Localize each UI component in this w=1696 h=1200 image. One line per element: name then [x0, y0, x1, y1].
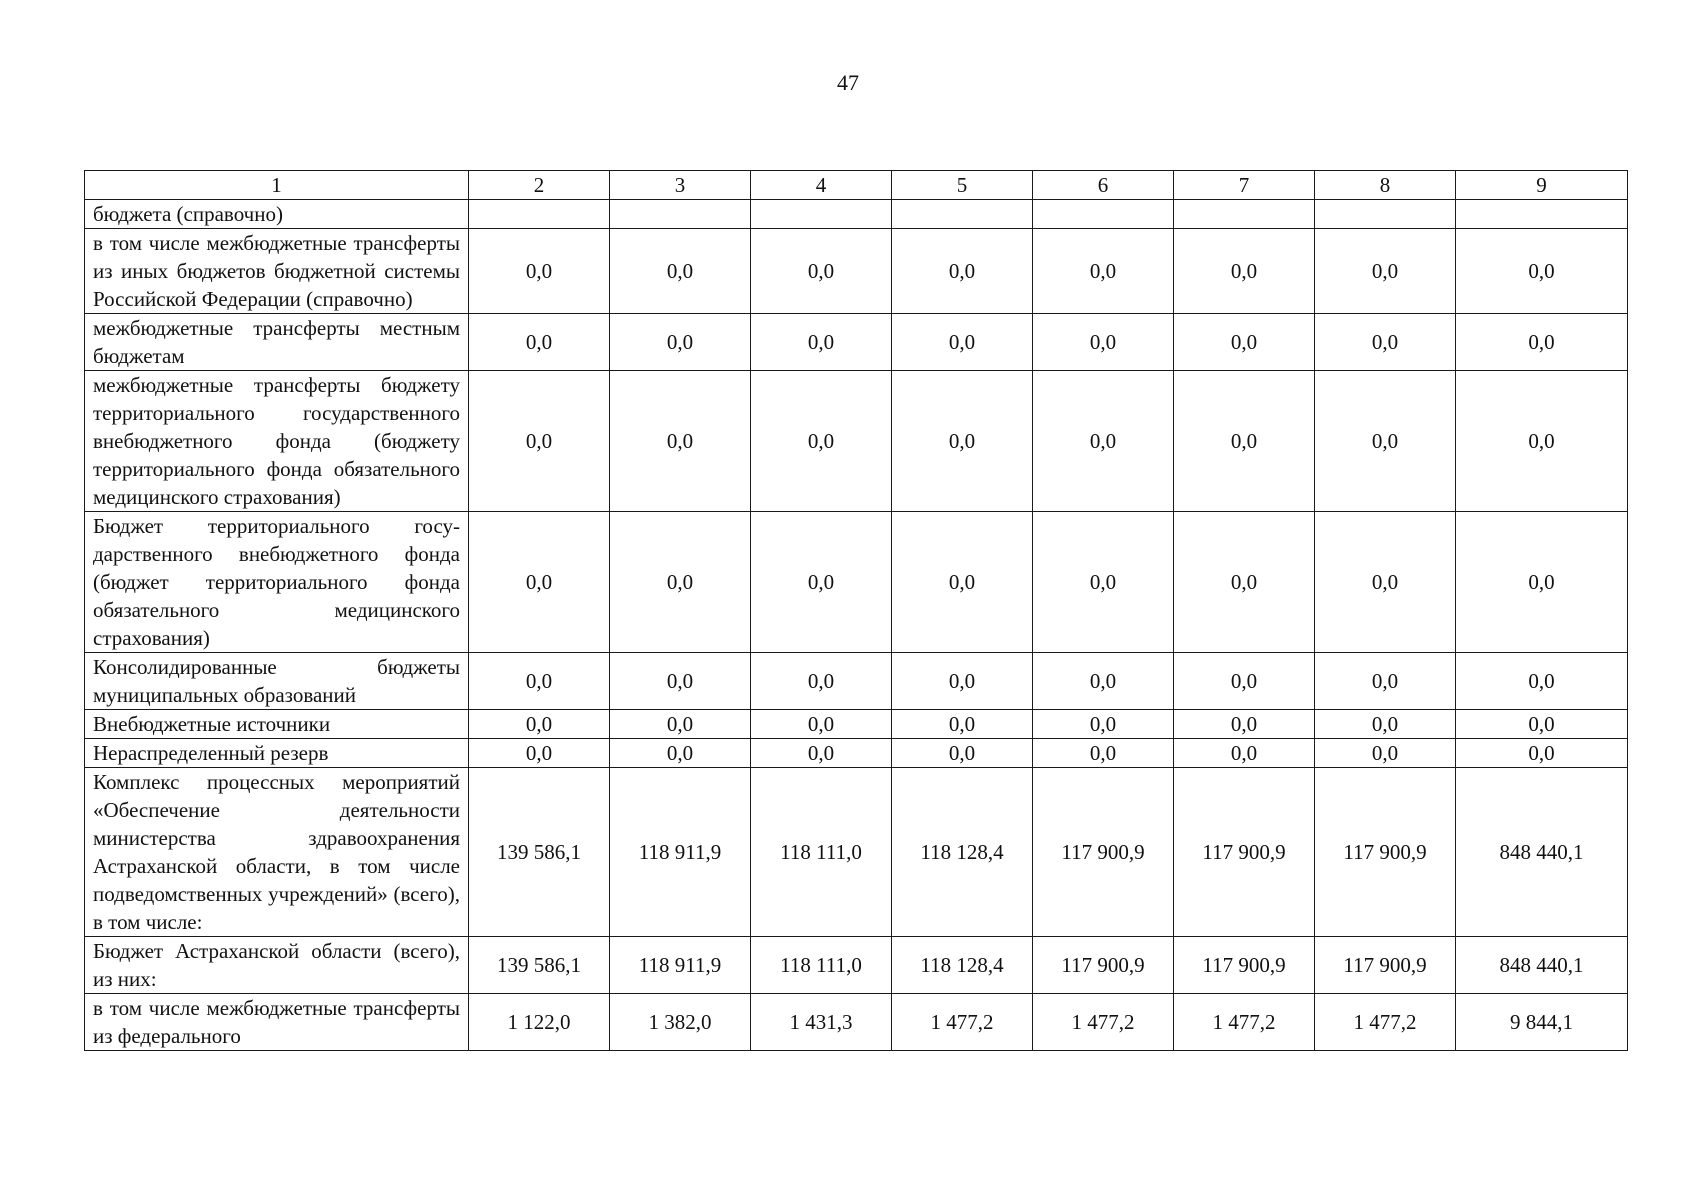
value-cell: 1 477,2: [1315, 994, 1456, 1051]
table-header-row: [85, 171, 1628, 200]
value-cell: 0,0: [1174, 710, 1315, 739]
value-cell: 118 128,4: [892, 768, 1033, 937]
value-cell: [610, 200, 751, 229]
column-header: 5: [892, 171, 1033, 200]
value-cell: [1033, 200, 1174, 229]
row-label: Консолидированные бюджеты муниципальных образований: [85, 653, 469, 710]
table-row: [85, 229, 1628, 314]
value-cell: 0,0: [1315, 314, 1456, 371]
row-label: межбюджетные трансферты бюджету территориального государственного внебюджетного фонда (бюджету территориального фонда обязательного медицинского страхования): [85, 371, 469, 512]
row-label: межбюджетные трансферты местным бюджетам: [85, 314, 469, 371]
value-cell: 117 900,9: [1174, 937, 1315, 994]
value-cell: 0,0: [469, 512, 610, 653]
value-cell: [892, 200, 1033, 229]
value-cell: 1 477,2: [1174, 994, 1315, 1051]
value-cell: 117 900,9: [1315, 937, 1456, 994]
value-cell: 0,0: [1033, 739, 1174, 768]
value-cell: 0,0: [469, 371, 610, 512]
table-row: [85, 512, 1628, 653]
table-row: [85, 739, 1628, 768]
value-cell: [1174, 200, 1315, 229]
row-label: Нераспределенный резерв: [85, 739, 469, 768]
value-cell: 0,0: [751, 710, 892, 739]
value-cell: 0,0: [1174, 739, 1315, 768]
table-row: [85, 314, 1628, 371]
value-cell: 118 911,9: [610, 937, 751, 994]
value-cell: 0,0: [1315, 653, 1456, 710]
value-cell: 0,0: [1315, 739, 1456, 768]
value-cell: 0,0: [892, 512, 1033, 653]
value-cell: 0,0: [751, 314, 892, 371]
row-label: в том числе межбюджетные трансферты из федерального: [85, 994, 469, 1051]
value-cell: 0,0: [610, 314, 751, 371]
value-cell: 0,0: [1174, 512, 1315, 653]
value-cell: [1456, 200, 1628, 229]
value-cell: 0,0: [1315, 371, 1456, 512]
value-cell: [469, 200, 610, 229]
value-cell: 0,0: [751, 512, 892, 653]
value-cell: 0,0: [469, 710, 610, 739]
table-row: [85, 371, 1628, 512]
value-cell: 0,0: [610, 653, 751, 710]
value-cell: [1315, 200, 1456, 229]
value-cell: 848 440,1: [1456, 768, 1628, 937]
value-cell: 0,0: [1456, 229, 1628, 314]
table-row: [85, 768, 1628, 937]
column-header: 9: [1456, 171, 1628, 200]
value-cell: 139 586,1: [469, 768, 610, 937]
value-cell: 0,0: [1033, 371, 1174, 512]
value-cell: 9 844,1: [1456, 994, 1628, 1051]
value-cell: 0,0: [892, 739, 1033, 768]
value-cell: 0,0: [469, 314, 610, 371]
value-cell: 0,0: [469, 229, 610, 314]
value-cell: 0,0: [1456, 314, 1628, 371]
value-cell: 0,0: [751, 739, 892, 768]
table-row: [85, 937, 1628, 994]
value-cell: 118 128,4: [892, 937, 1033, 994]
value-cell: 0,0: [1174, 653, 1315, 710]
value-cell: 0,0: [1033, 512, 1174, 653]
value-cell: 848 440,1: [1456, 937, 1628, 994]
value-cell: 0,0: [1456, 371, 1628, 512]
value-cell: [751, 200, 892, 229]
value-cell: 0,0: [892, 314, 1033, 371]
table-row: [85, 710, 1628, 739]
value-cell: 0,0: [610, 229, 751, 314]
column-header: 2: [469, 171, 610, 200]
value-cell: 0,0: [1315, 229, 1456, 314]
value-cell: 0,0: [1315, 710, 1456, 739]
value-cell: 0,0: [892, 710, 1033, 739]
value-cell: 0,0: [610, 371, 751, 512]
value-cell: 117 900,9: [1033, 768, 1174, 937]
value-cell: 0,0: [610, 739, 751, 768]
column-header: 4: [751, 171, 892, 200]
value-cell: 0,0: [1315, 512, 1456, 653]
page-number: 47: [837, 70, 859, 95]
row-label: бюджета (справочно): [85, 200, 469, 229]
value-cell: 0,0: [1033, 229, 1174, 314]
value-cell: 0,0: [751, 371, 892, 512]
value-cell: 118 111,0: [751, 937, 892, 994]
value-cell: 0,0: [751, 653, 892, 710]
value-cell: 117 900,9: [1315, 768, 1456, 937]
value-cell: 0,0: [892, 371, 1033, 512]
column-header: 3: [610, 171, 751, 200]
value-cell: 0,0: [1033, 653, 1174, 710]
value-cell: 117 900,9: [1174, 768, 1315, 937]
value-cell: 1 382,0: [610, 994, 751, 1051]
table-row: [85, 994, 1628, 1051]
column-header: 7: [1174, 171, 1315, 200]
value-cell: 0,0: [1456, 512, 1628, 653]
value-cell: 0,0: [1456, 739, 1628, 768]
table-row: [85, 200, 1628, 229]
row-label: в том числе межбюджетные трансферты из иных бюджетов бюджетной системы Российской Федерации (справочно): [85, 229, 469, 314]
row-label: Внебюджетные источники: [85, 710, 469, 739]
table-row: [85, 653, 1628, 710]
value-cell: 0,0: [610, 512, 751, 653]
value-cell: 139 586,1: [469, 937, 610, 994]
value-cell: 0,0: [892, 229, 1033, 314]
value-cell: 1 431,3: [751, 994, 892, 1051]
row-label: Комплекс процессных мероприятий «Обеспечение деятельности министерства здравоохранения Астраханской области, в том числе подведомственных учреждений» (всего), в том числе:: [85, 768, 469, 937]
column-header: 8: [1315, 171, 1456, 200]
value-cell: 1 477,2: [1033, 994, 1174, 1051]
value-cell: 0,0: [1174, 314, 1315, 371]
value-cell: 0,0: [1174, 229, 1315, 314]
value-cell: 0,0: [751, 229, 892, 314]
value-cell: 118 911,9: [610, 768, 751, 937]
row-label: Бюджет территориального государственного внебюджетного фонда (бюджет территориального фонда обязательного медицинского страхования): [85, 512, 469, 653]
budget-table: [84, 170, 1628, 1051]
value-cell: 0,0: [1033, 710, 1174, 739]
value-cell: 0,0: [1033, 314, 1174, 371]
column-header: 6: [1033, 171, 1174, 200]
value-cell: 0,0: [610, 710, 751, 739]
row-label: Бюджет Астраханской области (всего), из них:: [85, 937, 469, 994]
value-cell: 1 122,0: [469, 994, 610, 1051]
value-cell: 0,0: [1174, 371, 1315, 512]
value-cell: 0,0: [892, 653, 1033, 710]
value-cell: 117 900,9: [1033, 937, 1174, 994]
value-cell: 118 111,0: [751, 768, 892, 937]
value-cell: 0,0: [1456, 653, 1628, 710]
value-cell: 0,0: [469, 653, 610, 710]
column-header: 1: [85, 171, 469, 200]
value-cell: 1 477,2: [892, 994, 1033, 1051]
value-cell: 0,0: [1456, 710, 1628, 739]
value-cell: 0,0: [469, 739, 610, 768]
